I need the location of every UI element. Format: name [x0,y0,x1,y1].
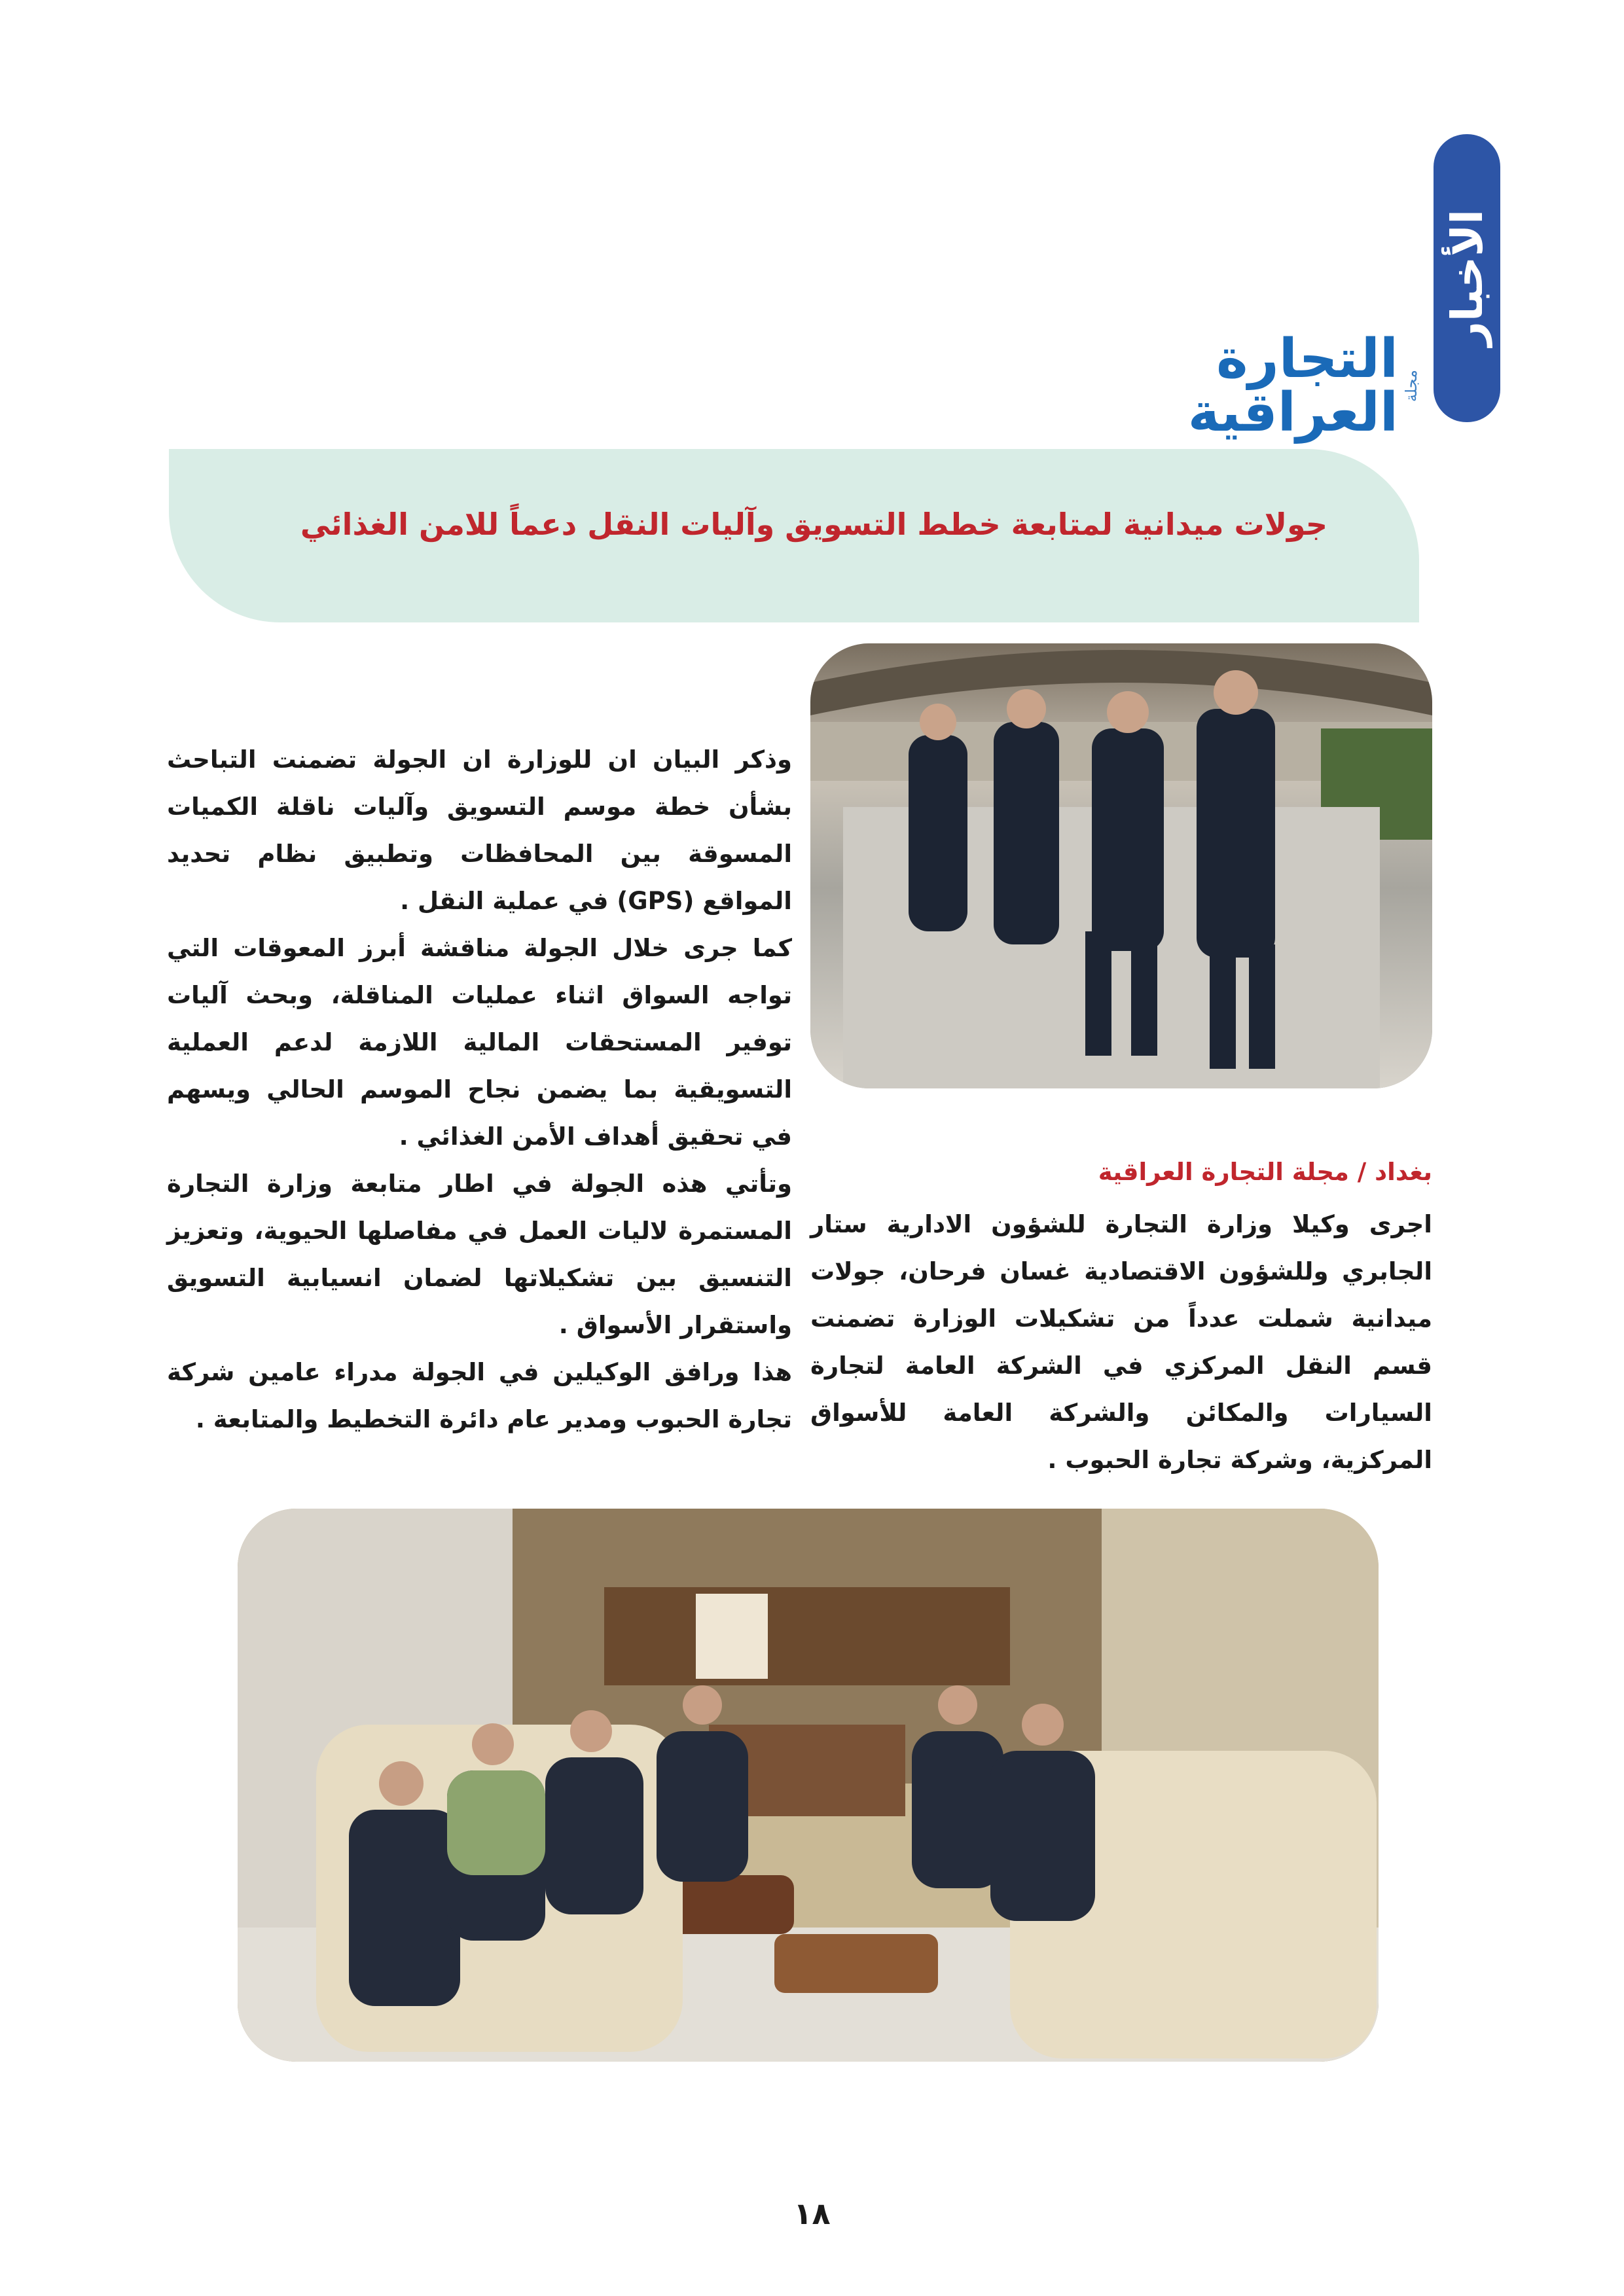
photo-office-meeting [238,1509,1379,2062]
page-number: ١٨ [793,2196,831,2231]
title-banner [169,449,1419,622]
article-column-left [167,736,792,1443]
logo-main-text: التجارة العراقية [1187,328,1398,444]
article-title: جولات ميدانية لمتابعة خطط التسويق وآليات النقل دعماً للامن الغذائي [300,507,1327,542]
article-intro: اجرى وكيلا وزارة التجارة للشؤون الادارية ستار الجابري وللشؤون الاقتصادية غسان فرحان، جولات ميدانية شملت عدداً من تشكيلات الوزارة تضمنت قسم النقل المركزي في الشركة العامة لتجارة السيارات والمكائن والشركة العامة للأسواق المركزية، وشركة تجارة الحبوب . [810,1210,1432,1474]
photo-officials-walking-graphic [810,643,1432,1088]
article-paragraph: وذكر البيان ان للوزارة ان الجولة تضمنت التباحث بشأن خطة موسم التسويق وآليات ناقلة الكميات المسوقة بين المحافظات وتطبيق نظام تحديد المواقع (GPS) في عملية النقل . [167,745,792,915]
article-paragraph: كما جرى خلال الجولة مناقشة أبرز المعوقات التي تواجه السواق اثناء عمليات المناقلة، وبحث آليات توفير المستحقات المالية اللازمة لدعم العملية التسويقية بما يضمن نجاح الموسم الحالي ويسهم في تحقيق أهداف الأمن الغذائي . [167,934,792,1151]
article-dateline: بغداد / مجلة التجارة العراقية [1098,1158,1432,1186]
article-column-right [810,1149,1432,1484]
photo-officials-walking [810,643,1432,1088]
photo-office-meeting-graphic [238,1509,1379,2062]
article-paragraph: وتأتي هذه الجولة في اطار متابعة وزارة التجارة المستمرة لاليات العمل في مفاصلها الحيوية، وتعزيز التنسيق بين تشكيلاتها لضمان انسيابية التسويق واستقرار الأسواق . [167,1170,792,1339]
section-label: الأخبار [1441,209,1492,347]
section-tab [1434,134,1500,422]
magazine-logo [1087,328,1420,444]
article-paragraph: هذا ورافق الوكيلين في الجولة مدراء عامين شركة تجارة الحبوب ومدير عام دائرة التخطيط والمتابعة . [167,1358,792,1433]
logo-small-text: مجلة [1402,370,1420,403]
